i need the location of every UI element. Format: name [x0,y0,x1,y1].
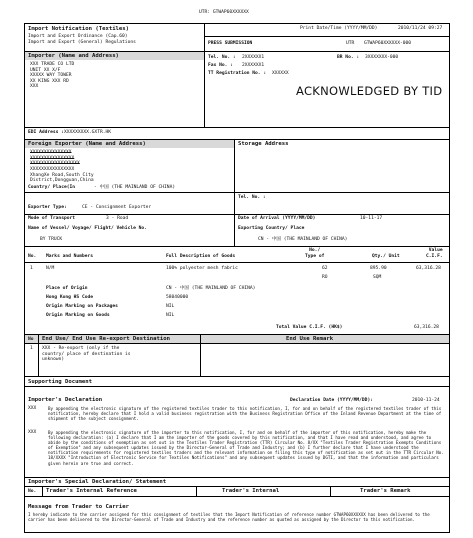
origin-goods-label: Origin Marking on Goods [46,313,110,318]
importer-tel-label: Tel. No. : [208,55,236,60]
exporter-type-value: CE - Consignment Exporter [82,205,152,210]
exporter-country-value: - 中国 (THE MAINLAND OF CHINA) [94,185,176,190]
press-submission: PRESS SUBMISSION [208,41,253,46]
end-use-row-no: 1 [30,346,33,351]
col-value: Value C.I.F. [426,248,443,259]
edi-value: XXXXXXXXX.GXTR.HK [64,130,112,135]
importer-heading: Importer (Name and Address) [28,53,119,59]
importer-fax-label: Fax No. : [208,63,233,68]
col-packages: No./ Type of [305,248,325,259]
col-description: Full Description of Goods [166,254,236,259]
arrival-date-value: 10-11-17 [360,216,383,221]
total-value-label: Total Value C.I.F. (HK$) [276,325,343,330]
message-heading: Message from Trader to Carrier [28,504,130,510]
importer-tel-value: 2XXXXXX1 [242,55,265,60]
top-utr: UTR: GTWAP60XXXXXX [199,10,249,15]
trader-remark-header: Trader's Remark [360,488,411,494]
origin-packages-value: NIL [166,304,175,309]
utr-value: GTWAP60XXXXXX-000 [364,41,412,46]
importer-br-value: 3XXXXXXX-000 [365,55,399,60]
exporter-type-label: Exporter Type: [28,205,67,210]
edi-label: EDI Address : [28,130,64,135]
declaration-date-value: 2010-11-24 [412,398,440,403]
vessel-value: BY TRUCK [40,237,63,242]
origin-place-value: CN - 中国 (THE MAINLAND OF CHINA) [166,286,256,291]
goods-row-pkg-count: 62 [322,266,328,271]
declaration-date-label: Declaration Date (YYYY/MM/DD): [290,398,373,403]
col-marks: Marks and Numbers [46,254,94,259]
declaration-item-2-text: By appending the electronic signature of the importer to this notification, I, for and on behalf of the importer of this notification, hereby make the following declaration: (a) I declare that I am the importer of the goods covered by this notification, and that I have read and understood, and agree to abide by the conditions of exemption as set out in the Textiles Trader Registration (TTR) Circular No. 8/XX "Textiles Trader Registration Exempts Conditions of Exemption" and any subsequent updates issued by the Director-General of Trade and Industry; and (b) I further declare that I have understood the notification requirements for registered textiles traders and the relevant information on filing this type of notification as set out in the TTR Circular No. 18/XXXX "Introduction of Electronic Service for Textiles Notifications" and any subsequent updates issued by DGTI, and that the information and particulars given herein are true and correct. [48,430,444,466]
exporter-address: XXXXXXXXXXXXXXXX XhangXe Road,South City District,Dongguan,China [30,167,94,184]
arrival-date-label: Date of Arrival (YYYY/MM/DD) [238,216,316,221]
transport-mode-label: Mode of Transport [28,216,76,221]
trader-internal-header: Trader's Internal [222,488,280,494]
importer-address: XXX TRADE CO LTD UNIT XX X/F XXXXX WAY TOWER XX KING XXX RD XXX [30,62,75,90]
vessel-label: Name of Vessel/ Voyage/ Flight/ Vehicle No. [28,226,147,231]
goods-row-unit: SQM [373,275,382,280]
origin-packages-label: Origin Marking on Packages [46,304,118,309]
supporting-document-heading: Supporting Document [28,379,92,385]
declaration-heading: Importer's Declaration [28,397,103,403]
utr-label: UTR [346,41,355,46]
message-text: I hereby indicate to the carrier assigned for this consignment of textiles that the Import Notification of reference number GTWAP60XXXXXX has been delivered to the carrier has been delivered to the Director-General of Trade and Industry and the reference number as quoted as assigned by the Director to this notification. [28,512,430,522]
declaration-item-1-text: By appending the electronic signature of the registered textiles trader to this notification, I, for and on behalf of the registered textiles trader of this notification, hereby declare that I hold a valid business registration with the Business Registration Office of the Inland Revenue Department at the time of shipment of the subject consignment. [48,406,442,422]
tt-registration-label: TT Registration No. : [208,71,267,76]
form-title: Import Notification (Textiles) [28,26,130,32]
ref-no-header: No. [28,489,37,494]
print-date-label: Print Date/Time (YYYY/MM/DD) [300,26,378,31]
exporting-country-label: Exporting Country/ Place [238,226,305,231]
goods-row-qty: 895.90 [370,266,387,271]
total-value: 63,316.28 [414,325,439,330]
goods-row-value: 63,316.28 [416,266,441,271]
tt-registration-value: XXXXXX [272,71,289,76]
col-no: No. [28,254,37,259]
exporter-heading: Foreign Exporter (Name and Address) [28,141,146,147]
storage-tel-label: Tel. No. : [238,195,266,200]
print-date-value: 2010/11/24 09:27 [398,26,443,31]
storage-heading: Storage Address [238,141,289,147]
acknowledged-stamp: ACKNOWLEDGED BY TID [296,84,443,98]
hs-code-value: 58040000 [166,295,189,300]
exporting-country-value: CN - 中国 (THE MAINLAND OF CHINA) [258,237,348,242]
origin-place-label: Place of Origin [46,286,88,291]
transport-mode-value: 3 - Road [106,216,129,221]
goods-row-description: 100% polyester mesh fabric [166,266,238,271]
goods-row-pkg-type: RO [322,275,328,280]
form-subtitle-1: Import and Export Ordinance (Cap.60) [28,34,128,39]
end-use-row-text: XXX - Re-export (only if the country/ place of destination is unknown) [42,346,131,363]
exporter-struck-lines: XXXXXXXXXXXXXXX XXXXXXXXXXXXXXXX XXXXXXXXXXXXXXXXXX [30,150,80,167]
goods-row-no: 1 [30,266,33,271]
goods-row-marks: N/M [46,266,55,271]
end-use-remark-heading: End Use Remark [286,336,334,342]
importer-br-label: BR No. : [337,55,360,60]
declaration-item-2-code: XXX [28,430,37,435]
col-quantity: Qty./ Unit [372,254,400,259]
trader-internal-reference-header: Trader's Internal Reference [46,488,137,494]
exporter-country-label: Country/ Place(In [28,185,76,190]
end-use-heading: End Use/ End Use Re-export Destination [42,336,170,342]
form-subtitle-2: Import and Export (General) Regulations [28,40,136,45]
declaration-item-1-code: XXX [28,406,37,411]
importer-fax-value: 2XXXXXX1 [242,63,265,68]
end-use-no-header: No [28,337,34,342]
special-declaration-heading: Importer's Special Declaration/ Statement [28,479,167,485]
origin-goods-value: NIL [166,313,175,318]
hs-code-label: Hong Kong HS Code [46,295,94,300]
